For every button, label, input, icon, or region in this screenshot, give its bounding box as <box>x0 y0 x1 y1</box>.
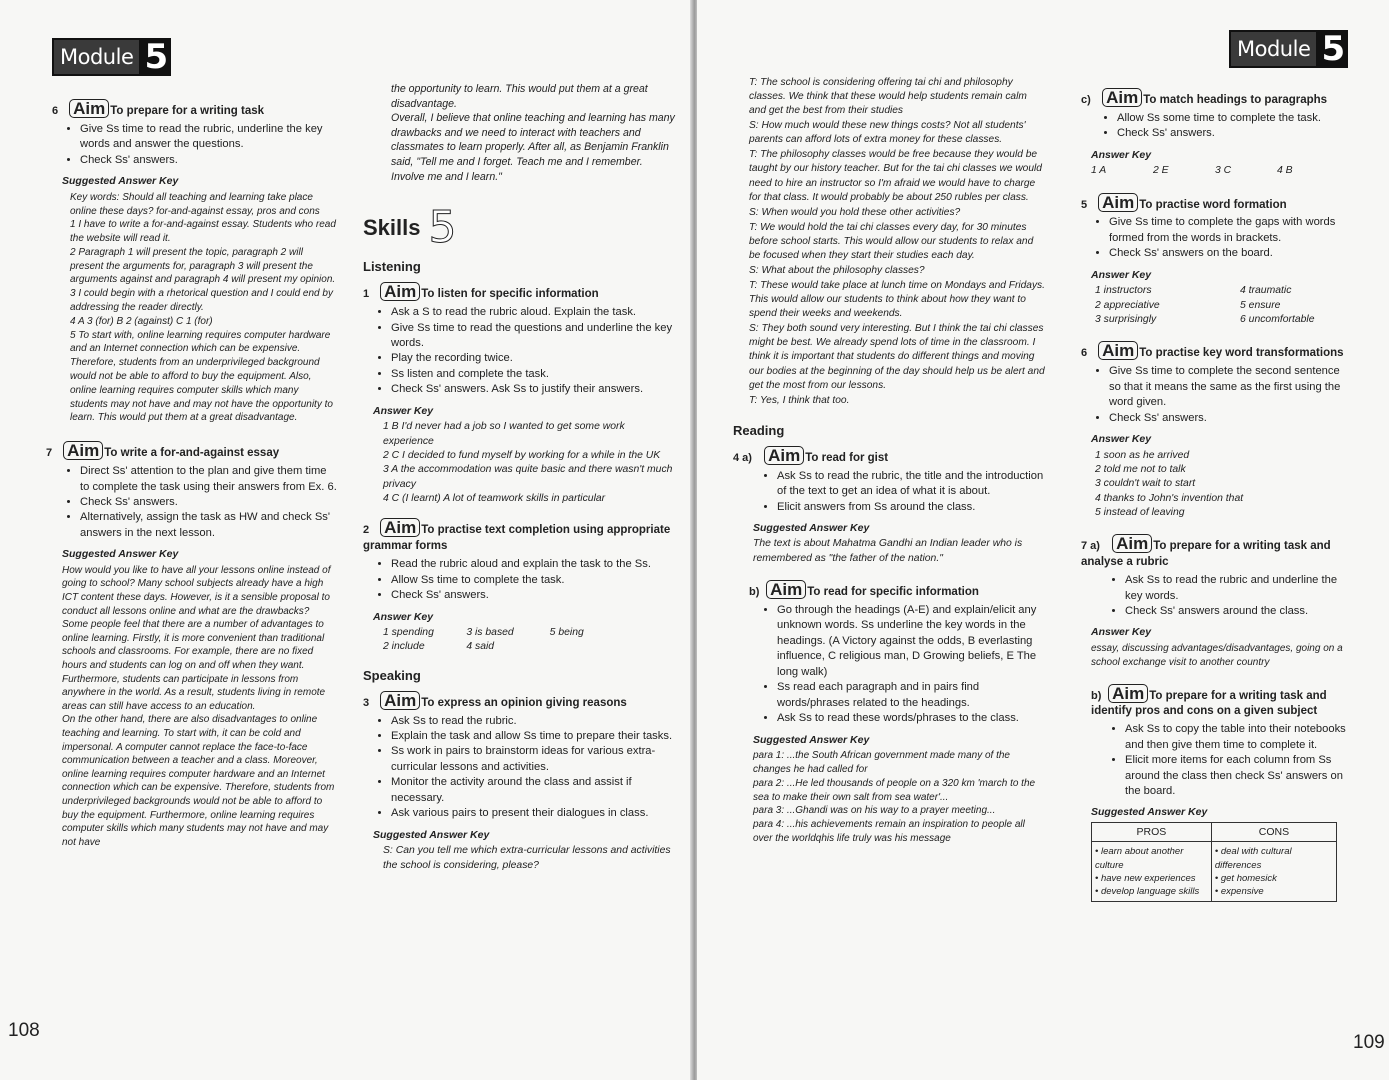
cons-header: CONS <box>1211 822 1336 841</box>
dialogue-line: S: Can you tell me which extra-curricular lessons and activities the school is considering, please? <box>383 845 671 871</box>
bullet: • Give Ss time to read the questions and underline the key words. <box>391 321 677 352</box>
answer-item: 4 traumatic <box>1240 285 1292 297</box>
bullet: • Ask Ss to copy the table into their notebooks and then give them time to complete it. <box>1125 722 1353 753</box>
answer-item: 3 surprisingly <box>1095 314 1157 326</box>
skills-title <box>363 202 677 254</box>
pros-item: • learn about another culture <box>1095 846 1184 871</box>
task-2-bullets <box>363 557 677 603</box>
essay-conclusion: Overall, I believe that online teaching and learning has many drawbacks and we need to interact with teachers and classmates to learn properly. After all, as Benjamin Franklin said, "Tell me and I forget. Teach me and I remember. Involve me and I learn." <box>391 112 675 183</box>
task-number: 3 <box>363 696 370 709</box>
key-title: Answer Key <box>1091 268 1152 281</box>
task-6-bullets <box>52 122 338 168</box>
answer-item: The text is about Mahatma Gandhi an Indian leader who is remembered as "the father of the nation." <box>753 538 1023 564</box>
aim-badge: Aim <box>1098 193 1138 212</box>
key-title: Suggested Answer Key <box>753 521 870 534</box>
dialogue-line: S: What about the philosophy classes? <box>749 265 925 277</box>
answer-item: 2 include <box>383 641 425 653</box>
module-number: 5 <box>1318 30 1348 68</box>
aim-badge: Aim <box>1102 88 1142 107</box>
task-7a-bullets <box>1081 573 1353 619</box>
answer-item: 4 C (I learnt) A lot of teamwork skills in particular <box>383 493 606 505</box>
task-7b-heading <box>1091 684 1353 721</box>
task-7-bullets <box>52 464 338 541</box>
task-6-answers <box>1095 449 1353 521</box>
answer-item: 3 A the accommodation was quite basic and there wasn't much privacy <box>383 464 673 490</box>
task-number: 5 <box>1081 198 1088 211</box>
task-7a-heading <box>1081 534 1353 571</box>
aim-text: To read for specific information <box>807 586 979 599</box>
task-number: 6 <box>1081 347 1088 360</box>
bullet: • Allow Ss time to complete the task. <box>391 573 677 588</box>
bullet: • Check Ss' answers around the class. <box>1125 604 1353 619</box>
answer-item: 4 said <box>466 641 495 653</box>
speaking-heading: Speaking <box>363 667 421 683</box>
answer-item: para 2: ...He led thousands of people on a 320 km 'march to the sea to make their own salt from sea water'... <box>753 777 1036 803</box>
key-title: Answer Key <box>373 404 434 417</box>
answer-item: para 3: ...Ghandi was on his way to a prayer meeting... <box>753 805 996 817</box>
task-6-heading <box>52 99 338 120</box>
bullet: • Check Ss' answers. Ask Ss to justify their answers. <box>391 382 677 397</box>
task-6-bullets <box>1081 364 1353 426</box>
task-7-heading <box>46 441 338 462</box>
answer-item: essay, discussing advantages/disadvantages, going on a school exchange visit to another country <box>1091 642 1343 668</box>
aim-text: To listen for specific information <box>421 288 599 301</box>
task-6-answers <box>52 218 338 425</box>
dialogue-line: T: We would hold the tai chi classes every day, for 30 minutes before school starts. This would allow our students to relax and be focused when they start their studies each day. <box>749 221 1034 261</box>
answer-item: 1 soon as he arrived <box>1095 449 1190 461</box>
bullet: • Elicit more items for each column from Ss around the class then check Ss' answers on the board. <box>1125 753 1353 799</box>
answer-item: 1 spending <box>383 626 434 638</box>
bullet: • Ss read each paragraph and in pairs find words/phrases related to the headings. <box>777 680 1045 711</box>
module-label: Module <box>52 38 141 76</box>
answer-item: 2 appreciative <box>1095 299 1160 311</box>
answer-item: 5 To start with, online learning requires computer hardware and an Internet connection which can be expensive. Therefore, students from an underprivileged background would not be able to afford to buy the equipment. Also, online learning requires computer skills which many students may not have and may not have the opportunity to learn. This would put them at a great disadvantage. <box>70 329 333 424</box>
aim-text: To prepare for a writing task and identify pros and cons on a given subject <box>1091 689 1327 718</box>
task-2-answers <box>363 626 633 655</box>
aim-text: To practise text completion using appropriate grammar forms <box>363 524 671 553</box>
dialogue-line: S: When would you hold these other activities? <box>749 206 961 218</box>
answer-item: 4 thanks to John's invention that <box>1095 492 1244 504</box>
pros-item: • develop language skills <box>1095 885 1200 897</box>
bullet: • Ask Ss to read the rubric, the title and the introduction of the text to get an idea of what it is about. <box>777 469 1045 500</box>
right-column-3 <box>733 76 1045 846</box>
pros-cons-table <box>1091 822 1337 902</box>
bullet: • Alternatively, assign the task as HW and check Ss' answers in the next lesson. <box>80 510 338 541</box>
key-title: Suggested Answer Key <box>753 733 870 746</box>
answer-item: 3 couldn't wait to start <box>1095 478 1196 490</box>
bullet: • Ask Ss to read the rubric. <box>391 714 677 729</box>
answer-item: 1 instructors <box>1095 285 1152 297</box>
bullet: • Ask Ss to read these words/phrases to the class. <box>777 711 1045 726</box>
pros-item-text: learn about another culture <box>1095 846 1184 871</box>
bullet: • Ask Ss to read the rubric and underline the key words. <box>1125 573 1353 604</box>
skills-number: 5 <box>428 202 457 254</box>
bullet: • Give Ss time to complete the second sentence so that it means the same as the first using the word given. <box>1109 364 1353 410</box>
cons-item: • deal with cultural differences <box>1214 846 1292 871</box>
bullet: • Check Ss' answers. <box>1117 126 1353 141</box>
task-4b-answers <box>753 749 1045 846</box>
aim-badge: Aim <box>764 446 804 465</box>
aim-badge: Aim <box>1108 684 1148 703</box>
answer-item: 2 C I decided to fund myself by working for a while in the UK <box>383 449 661 461</box>
task-number: 4 a) <box>733 451 752 464</box>
task-5-heading <box>1081 193 1353 214</box>
key-title: Answer Key <box>1091 626 1152 639</box>
dialogue-line: T: The philosophy classes would be free because they would be taught by our history teacher. But for the tai chi classes we would need to hire an instructor so I'm afraid we would have to charge for that class. It would probably be about 250 rubles per class. <box>749 149 1042 203</box>
task-c-bullets <box>1081 111 1353 142</box>
answer-item: 6 uncomfortable <box>1240 314 1315 326</box>
task-number: 1 <box>363 288 370 301</box>
left-column-1 <box>46 93 338 849</box>
left-page <box>0 0 692 1080</box>
task-4a-bullets <box>733 469 1045 515</box>
task-number: c) <box>1081 94 1091 106</box>
aim-badge: Aim <box>380 518 420 537</box>
task-1-heading <box>363 282 677 303</box>
aim-badge: Aim <box>69 99 109 118</box>
task-c-answers <box>1091 164 1353 178</box>
module-badge <box>52 38 171 76</box>
essay-paragraph: On the other hand, there are also disadvantages to online teaching and learning. To start with, it can be cold and impersonal. A computer cannot replace the face-to-face communication between a teacher and a class. Moreover, online learning requires computer hardware and an Internet connection which can be expensive. Therefore, students from underprivileged backgrounds would not be able to afford to buy the equipment. Furthermore, online learning requires computer skills which many students may not have and may not have <box>62 714 335 848</box>
bullet: • Ask a S to read the rubric aloud. Explain the task. <box>391 305 677 320</box>
key-words: Key words: Should all teaching and learning take place online these days? for-and-against essay, pros and cons <box>70 191 320 217</box>
answer-item: 2 E <box>1153 165 1169 177</box>
key-title: Answer Key <box>373 610 434 623</box>
bullet: • Ss work in pairs to brainstorm ideas for various extra-curricular lessons and activities. <box>391 744 677 775</box>
bullet: • Explain the task and allow Ss time to prepare their tasks. <box>391 729 677 744</box>
answer-item: 5 instead of leaving <box>1095 506 1185 518</box>
answer-item: 5 ensure <box>1240 299 1281 311</box>
cons-item-text: expensive <box>1220 885 1264 897</box>
bullet: • Check Ss' answers. <box>80 153 338 168</box>
aim-badge: Aim <box>1112 534 1152 553</box>
module-badge <box>1229 30 1348 68</box>
task-c-heading <box>1081 88 1353 109</box>
key-title: Suggested Answer Key <box>373 828 490 841</box>
answer-item <box>550 640 633 654</box>
bullet: • Check Ss' answers. <box>80 495 338 510</box>
answer-item: 3 C <box>1215 165 1232 177</box>
bullet: • Give Ss time to complete the gaps with words formed from the words in brackets. <box>1109 215 1353 246</box>
task-7b-bullets <box>1081 722 1353 799</box>
aim-text: To read for gist <box>805 451 889 464</box>
key-title: Answer Key <box>1091 148 1152 161</box>
aim-text: To write a for-and-against essay <box>104 447 280 460</box>
cons-item-text: deal with cultural differences <box>1214 846 1292 871</box>
aim-text: To practise word formation <box>1139 198 1287 211</box>
aim-badge: Aim <box>380 691 420 710</box>
aim-text: To express an opinion giving reasons <box>421 696 627 709</box>
task-number: 7 <box>46 447 53 460</box>
task-4b-heading <box>749 580 1045 601</box>
aim-badge: Aim <box>380 282 420 301</box>
aim-badge: Aim <box>766 580 806 599</box>
task-number: 6 <box>52 105 59 117</box>
task-4a-heading <box>733 446 1045 467</box>
dialogue <box>749 76 1045 408</box>
task-number: 7 a) <box>1081 540 1100 553</box>
answer-item: 5 being <box>549 626 584 638</box>
task-number: b) <box>749 586 760 599</box>
task-4b-bullets <box>733 603 1045 727</box>
task-1-answers <box>363 420 677 506</box>
cons-cell <box>1211 842 1336 901</box>
dialogue-line: S: They both sound very interesting. But I think the tai chi classes might be best. We already spend lots of time in the classroom. I think it is important that students do different things and moving our bodies at the beginning of the day should help us be alert and get the most from our lessons. <box>749 323 1045 391</box>
aim-badge: Aim <box>1098 341 1138 360</box>
essay-continuation: the opportunity to learn. This would put them at a great disadvantage. <box>391 83 648 110</box>
aim-badge: Aim <box>63 441 103 460</box>
page-number: 109 <box>1353 1032 1385 1053</box>
bullet: • Direct Ss' attention to the plan and give them time to complete the task using their answers from Ex. 6. <box>80 464 338 495</box>
dialogue-line: T: The school is considering offering tai chi and philosophy classes. We think that these would help students remain calm and get the best from their studies <box>749 77 1027 117</box>
answer-item: para 1: ...the South African government made many of the changes he had called for <box>753 750 1010 775</box>
task-number: 2 <box>363 524 370 537</box>
cons-item: • get homesick <box>1214 872 1277 884</box>
pros-item-text: develop language skills <box>1100 885 1200 897</box>
bullet: • Check Ss' answers. <box>1109 411 1353 426</box>
task-3-heading <box>363 691 677 712</box>
task-number: b) <box>1091 689 1102 702</box>
bullet: • Ask various pairs to present their dialogues in class. <box>391 806 677 821</box>
left-column-2 <box>363 82 677 873</box>
listening-heading: Listening <box>363 259 421 275</box>
bullet: • Check Ss' answers on the board. <box>1109 246 1353 261</box>
answer-item: para 4: ...his achievements remain an inspiration to people all over the worldqhis life truly was his message <box>753 819 1025 844</box>
page-number: 108 <box>8 1020 40 1041</box>
pros-item: • have new experiences <box>1095 872 1196 884</box>
cons-item-text: get homesick <box>1220 872 1277 884</box>
module-label: Module <box>1229 30 1318 68</box>
answer-item: 1 B I'd never had a job so I wanted to get some work experience <box>383 421 625 447</box>
task-5-bullets <box>1081 215 1353 261</box>
bullet: • Read the rubric aloud and explain the task to the Ss. <box>391 557 677 572</box>
dialogue-line: S: How much would these new things costs? Not all students' parents can afford lots of extra money for these classes. <box>749 120 1026 146</box>
bullet: • Play the recording twice. <box>391 351 677 366</box>
aim-text: To practise key word transformations <box>1139 347 1344 360</box>
answer-item: 4 A 3 (for) B 2 (against) C 1 (for) <box>70 315 213 327</box>
cons-item: • expensive <box>1214 885 1264 897</box>
bullet: • Allow Ss some time to complete the task. <box>1117 111 1353 126</box>
aim-text: To prepare for a writing task <box>110 105 265 117</box>
answer-item: 4 B <box>1277 165 1293 177</box>
key-title: Suggested Answer Key <box>62 175 179 188</box>
answer-item: 1 I have to write a for-and-against essay. Students who read the website will read it. <box>70 219 336 245</box>
answer-item: 2 Paragraph 1 will present the topic, paragraph 2 will present the arguments for, paragraph 3 will present the arguments against and paragraph 4 will present my opinion. <box>70 246 336 286</box>
task-2-heading <box>363 518 677 555</box>
dialogue-line: T: Yes, I think that too. <box>749 394 850 406</box>
key-title: Answer Key <box>1091 433 1152 446</box>
key-title: Suggested Answer Key <box>1091 806 1208 819</box>
bullet: • Ss listen and complete the task. <box>391 367 677 382</box>
aim-text: To match headings to paragraphs <box>1143 94 1328 106</box>
task-5-answers <box>1095 284 1353 327</box>
task-6-heading <box>1081 341 1353 362</box>
task-3-bullets <box>363 714 677 822</box>
essay-paragraph: How would you like to have all your lessons online instead of going to school? Many school subjects already have a high ICT content these days. However, is it a sensible proposal to conduct all lessons online and what are the drawbacks? <box>62 564 331 617</box>
right-page <box>697 0 1389 1080</box>
reading-heading: Reading <box>733 422 785 438</box>
bullet: • Go through the headings (A-E) and explain/elicit any unknown words. Ss underline the key words in the headings. (A Victory against the odds, B everlasting influence, C religious man, D Growing beliefs, E The long walk) <box>777 603 1045 680</box>
answer-item: 2 told me not to talk <box>1095 463 1186 475</box>
dialogue-line: T: These would take place at lunch time on Mondays and Fridays. This would allow our students to think about how they want to spend their weeks and weekends. <box>749 280 1045 320</box>
skills-word: Skills <box>363 215 421 241</box>
answer-item: 3 is based <box>466 626 514 638</box>
pros-header: PROS <box>1092 822 1212 841</box>
essay-paragraph: Some people feel that there are a number of advantages to online learning. Firstly, it is more convenient than traditional schools and classrooms. For example, there are no fixed hours and students can log on and off when they want. Furthermore, students can participate in lessons from anywhere in the world. As a result, students living in remote areas can still have access to an education. <box>62 619 326 712</box>
pros-item-text: have new experiences <box>1100 872 1196 884</box>
bullet: • Elicit answers from Ss around the class. <box>777 500 1045 515</box>
task-1-bullets <box>363 305 677 398</box>
bullet: • Monitor the activity around the class and assist if necessary. <box>391 775 677 806</box>
module-number: 5 <box>141 38 171 76</box>
bullet: • Check Ss' answers. <box>391 588 677 603</box>
right-column-4 <box>1081 82 1353 902</box>
pros-cell <box>1092 842 1212 901</box>
answer-item: 1 A <box>1091 165 1107 177</box>
answer-item: 3 I could begin with a rhetorical question and I could end by addressing the reader directly. <box>70 288 333 314</box>
aim-text: To prepare for a writing task and analyse a rubric <box>1081 540 1331 569</box>
bullet: • Give Ss time to read the rubric, underline the key words and answer the questions. <box>80 122 338 153</box>
key-title: Suggested Answer Key <box>62 548 179 561</box>
